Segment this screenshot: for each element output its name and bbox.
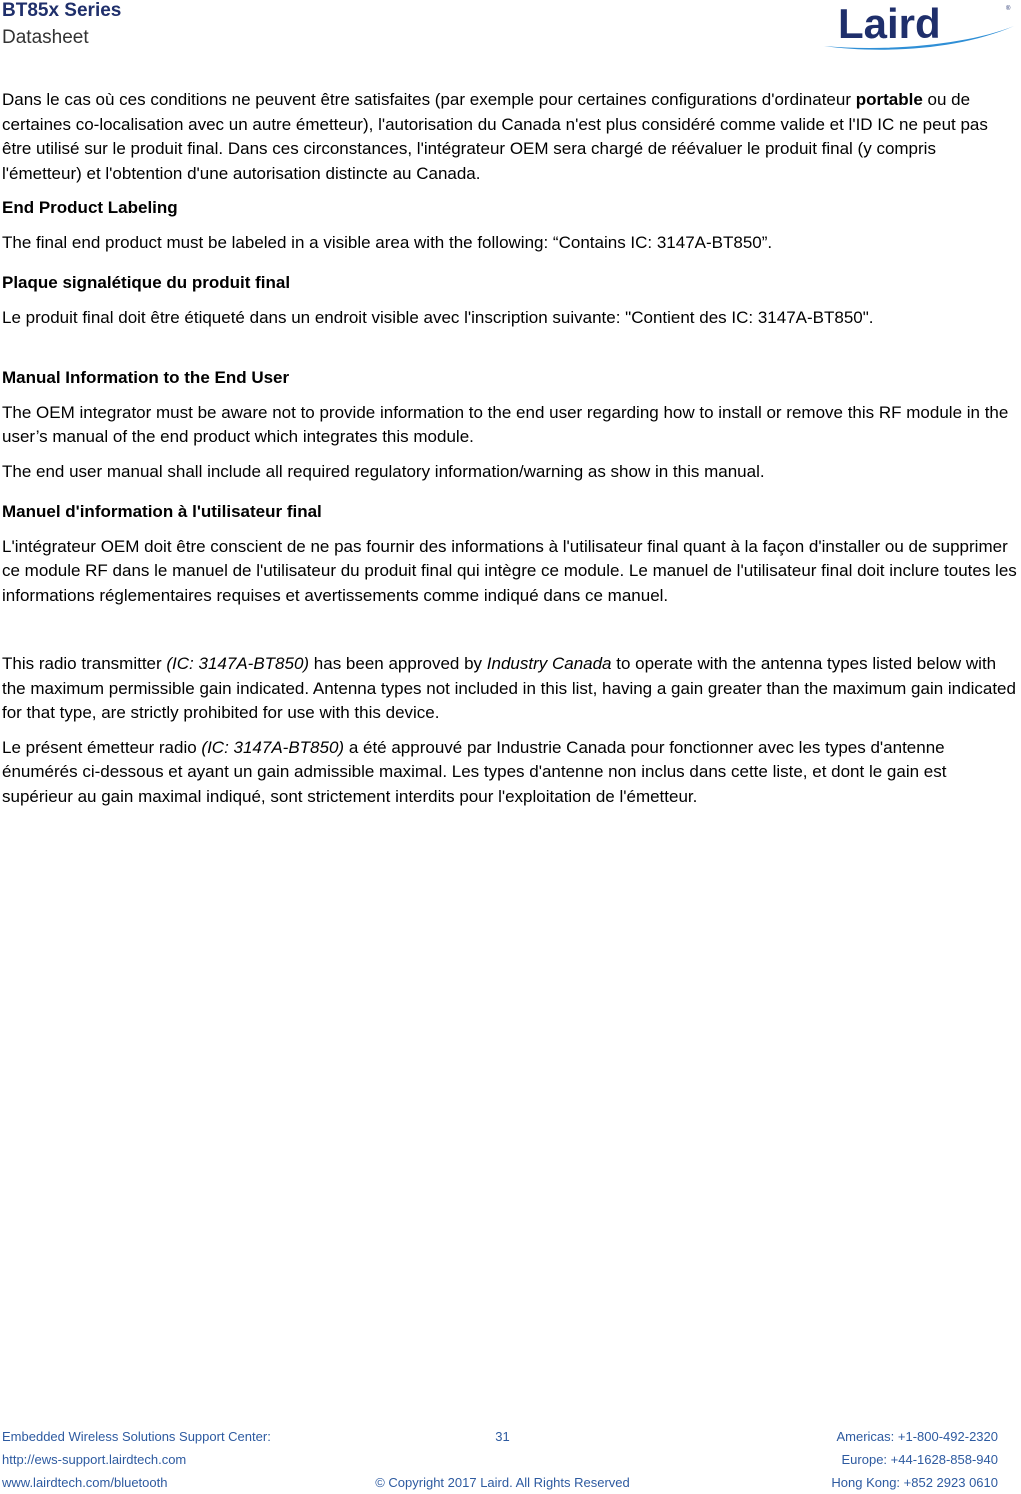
support-center-label: Embedded Wireless Solutions Support Center:: [2, 1429, 271, 1444]
page-footer: [0, 1425, 1021, 1493]
paragraph-manuel: L'intégrateur OEM doit être conscient de ne pas fournir des informations à l'utilisateur final quant à la façon d'installer ou de supprimer ce module RF dans le manuel de l'utilisateur du produit final qui intègre ce module. Le manuel de l'utilisateur final doit inclure toutes les informations réglementaires requises et avertissements comme indiqué dans ce manuel.: [2, 536, 1017, 605]
support-url-link[interactable]: http://ews-support.lairdtech.com: [2, 1452, 187, 1467]
heading-plaque-signaletique: Plaque signalétique du produit final: [2, 273, 291, 292]
paragraph-antenna-en: This radio transmitter (IC: 3147A-BT850) has been approved by Industry Canada to operate with the antenna types listed below with the maximum permissible gain indicated. Antenna types not included in this list, having a gain greater than the maximum gain indicated for that type, are strictly prohibited for use with this device.: [2, 654, 1016, 722]
heading-end-product-labeling: End Product Labeling: [2, 198, 178, 217]
document-body: [2, 88, 1017, 809]
phone-hongkong: Hong Kong: +852 2923 0610: [831, 1475, 998, 1490]
paragraph-manual-1: The OEM integrator must be aware not to provide information to the end user regarding how to install or remove this RF module in the user’s manual of the end product which integrates this module.: [2, 402, 1009, 446]
paragraph-manual-2: The end user manual shall include all required regulatory information/warning as show in this manual.: [2, 461, 765, 481]
phone-europe: Europe: +44-1628-858-940: [841, 1452, 998, 1467]
document-series-title: BT85x Series: [2, 0, 122, 21]
footer-contacts: [831, 1425, 998, 1494]
website-link[interactable]: www.lairdtech.com/bluetooth: [2, 1475, 168, 1490]
heading-manual-information: Manual Information to the End User: [2, 368, 290, 387]
laird-logo: [820, 0, 1016, 56]
phone-americas: Americas: +1-800-492-2320: [836, 1429, 998, 1444]
copyright: © Copyright 2017 Laird. All Rights Reserved: [375, 1475, 630, 1490]
heading-manuel-information: Manuel d'information à l'utilisateur final: [2, 502, 322, 521]
paragraph-canada-authorization: Dans le cas où ces conditions ne peuvent être satisfaites (par exemple pour certaines configurations d'ordinateur portable ou de certaines co-localisation avec un autre émetteur), l'autorisation du Canada n'est plus considéré comme valide et l'ID IC ne peut pas être utilisé sur le produit final. Dans ces circonstances, l'intégrateur OEM sera chargé de réévaluer le produit final (y compris l'émetteur) et l'obtention d'une autorisation distincte au Canada.: [2, 90, 988, 183]
document-type: Datasheet: [2, 27, 89, 48]
trademark-mark: ®: [1006, 6, 1011, 12]
paragraph-antenna-fr: Le présent émetteur radio (IC: 3147A-BT850) a été approuvé par Industrie Canada pour fonctionner avec les types d'antenne énumérés ci-dessous et ayant un gain admissible maximal. Les types d'antenne non inclus dans cette liste, et dont le gain est supérieur au gain maximal indiqué, sont strictement interdits pour l'exploitation de l'émetteur.: [2, 737, 947, 806]
paragraph-plaque: Le produit final doit être étiqueté dans un endroit visible avec l'inscription suivante: "Contient des IC: 3147A-BT850".: [2, 307, 874, 327]
paragraph-labeling: The final end product must be labeled in a visible area with the following: “Contains IC: 3147A-BT850”.: [2, 232, 773, 252]
page-number: 31: [495, 1429, 510, 1444]
bold-portable: portable: [855, 90, 923, 109]
logo-text: Laird: [838, 0, 941, 47]
